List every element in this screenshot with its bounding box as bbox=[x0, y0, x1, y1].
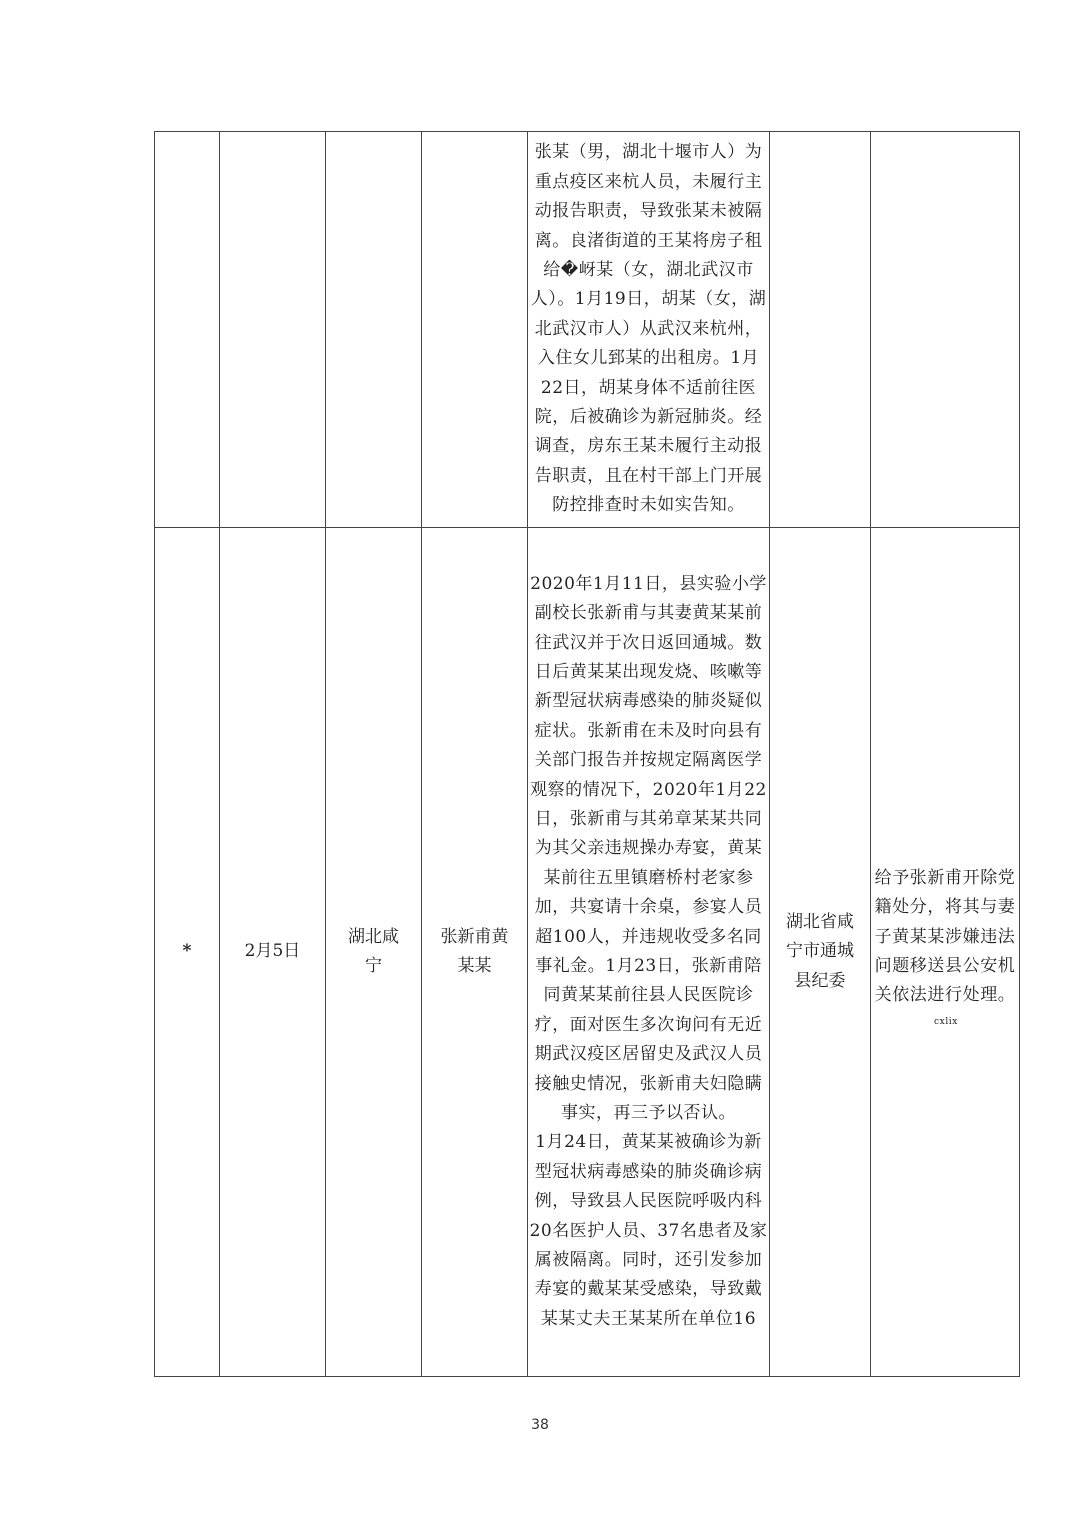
cell-location: 湖北咸宁 bbox=[326, 528, 422, 1377]
detail-paragraph: 张某（男，湖北十堰市人）为重点疫区来杭人员，未履行主动报告职责，导致张某未被隔离。良渚街道的王某将房子租给�岈某（女，湖北武汉市人）。1月19日，胡某（女，湖北武汉市人）从武汉来杭州，入住女儿郅某的出租房。1月22日，胡某身体不适前往医院，后被确诊为新冠肺炎。经调查，房东王某未履行主动报告职责，且在村干部上门开展防控排查时未如实告知。 bbox=[530, 142, 767, 516]
endnote-mark: cxlix bbox=[934, 1016, 958, 1027]
cell-authority: 湖北省咸宁市通城县纪委 bbox=[770, 528, 871, 1377]
table-row bbox=[155, 132, 1020, 528]
cell-result bbox=[871, 528, 1020, 1377]
cell-date: 2月5日 bbox=[220, 528, 326, 1377]
result-text: 给予张新甫开除党籍处分，将其与妻子黄某某涉嫌违法问题移送县公安机关依法进行处理。 bbox=[874, 867, 1016, 1006]
page-number: 38 bbox=[531, 1417, 549, 1433]
cell-date bbox=[220, 132, 326, 528]
cell-index bbox=[155, 132, 220, 528]
table-row bbox=[155, 528, 1020, 1377]
cell-location bbox=[326, 132, 422, 528]
cell-persons bbox=[422, 132, 528, 528]
cell-details bbox=[528, 528, 770, 1377]
cell-details bbox=[528, 132, 770, 528]
cell-persons: 张新甫黄某某 bbox=[422, 528, 528, 1377]
cell-index: * bbox=[155, 528, 220, 1377]
detail-paragraph: 1月24日，黄某某被确诊为新型冠状病毒感染的肺炎确诊病例，导致县人民医院呼吸内科20名医护人员、37名患者及家属被隔离。同时，还引发参加寿宴的戴某某受感染，导致戴某某丈夫王某某所在单位16 bbox=[529, 1132, 768, 1329]
cell-result bbox=[871, 132, 1020, 528]
cell-authority bbox=[770, 132, 871, 528]
case-table bbox=[154, 131, 1020, 1377]
detail-paragraph: 2020年1月11日，县实验小学副校长张新甫与其妻黄某某前往武汉并于次日返回通城。数日后黄某某出现发烧、咳嗽等新型冠状病毒感染的肺炎疑似症状。张新甫在未及时向县有关部门报告并按规定隔离医学观察的情况下，2020年1月22日，张新甫与其弟章某某共同为其父亲违规操办寿宴，黄某某前往五里镇磨桥村老家参加，共宴请十余桌，参宴人员超100人，并违规收受多名同事礼金。1月23日，张新甫陪同黄某某前往县人民医院诊疗，面对医生多次询问有无近期武汉疫区居留史及武汉人员接触史情况，张新甫夫妇隐瞒事实，再三予以否认。 bbox=[530, 573, 767, 1124]
